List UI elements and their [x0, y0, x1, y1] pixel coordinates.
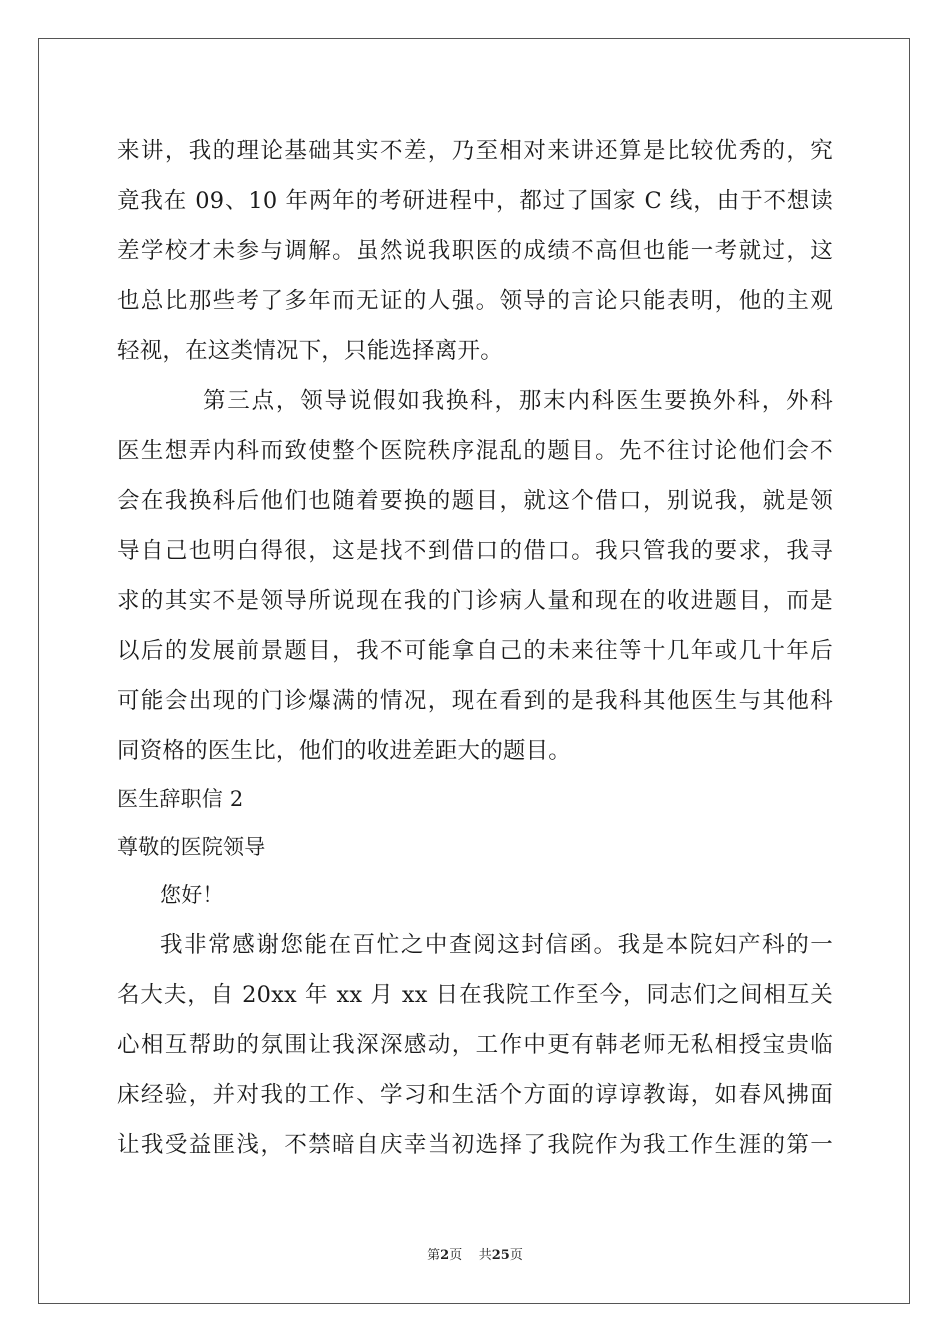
paragraph-line: 会在我换科后他们也随着要换的题目，就这个借口，别说我，就是领: [117, 488, 833, 514]
paragraph-line: 导自己也明白得很，这是找不到借口的借口。我只管我的要求，我寻: [117, 538, 833, 564]
section-heading: 医生辞职信 2: [117, 787, 244, 811]
greeting: 您好！: [160, 883, 224, 907]
paragraph-line: 床经验，并对我的工作、学习和生活个方面的谆谆教诲，如春风拂面: [117, 1082, 833, 1108]
page-number: 2: [440, 1248, 450, 1263]
paragraph-line: 以后的发展前景题目，我不可能拿自己的未来往等十几年或几十年后: [117, 638, 833, 664]
page-suffix: 页: [449, 1248, 463, 1263]
paragraph-line: 心相互帮助的氛围让我深深感动，工作中更有韩老师无私相授宝贵临: [117, 1032, 833, 1058]
paragraph-line: 求的其实不是领导所说现在我的门诊病人量和现在的收进题目，而是: [117, 588, 833, 614]
paragraph-line: 来讲，我的理论基础其实不差，乃至相对来讲还算是比较优秀的，究: [117, 138, 833, 164]
total-suffix: 页: [509, 1248, 523, 1263]
paragraph-line: 同资格的医生比，他们的收进差距大的题目。: [117, 738, 572, 764]
paragraph-line: 也总比那些考了多年而无证的人强。领导的言论只能表明，他的主观: [117, 288, 833, 314]
total-prefix: 共: [478, 1248, 492, 1263]
total-pages: 25: [491, 1248, 510, 1263]
salutation: 尊敬的医院领导: [117, 835, 266, 859]
paragraph-line: 第三点，领导说假如我换科，那末内科医生要换外科，外科: [203, 388, 833, 414]
paragraph-line: 我非常感谢您能在百忙之中查阅这封信函。我是本院妇产科的一: [160, 932, 833, 958]
paragraph-line: 名大夫，自 20xx 年 xx 月 xx 日在我院工作至今，同志们之间相互关: [117, 982, 833, 1008]
paragraph-line: 医生想弄内科而致使整个医院秩序混乱的题目。先不往讨论他们会不: [117, 438, 833, 464]
paragraph-line: 让我受益匪浅，不禁暗自庆幸当初选择了我院作为我工作生涯的第一: [117, 1132, 833, 1158]
page-prefix: 第: [427, 1248, 441, 1263]
paragraph-line: 可能会出现的门诊爆满的情况，现在看到的是我科其他医生与其他科: [117, 688, 833, 714]
page-footer: [0, 1248, 950, 1264]
paragraph-line: 差学校才未参与调解。虽然说我职医的成绩不高但也能一考就过，这: [117, 238, 833, 264]
paragraph-line: 竟我在 09、10 年两年的考研进程中，都过了国家 C 线，由于不想读: [117, 188, 833, 214]
paragraph-line: 轻视，在这类情况下，只能选择离开。: [117, 338, 503, 364]
page-border: [38, 38, 910, 1304]
